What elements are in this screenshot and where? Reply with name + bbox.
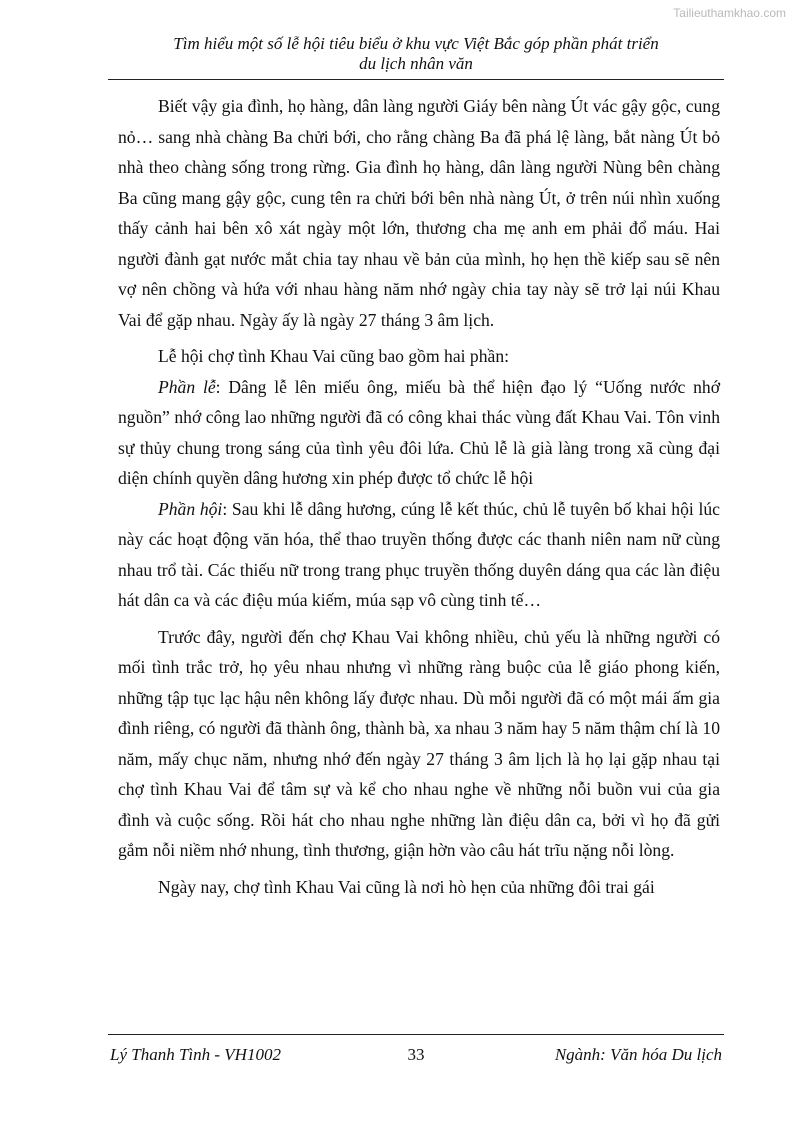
- footer-author: Lý Thanh Tình - VH1002: [110, 1045, 281, 1064]
- paragraph-5: Trước đây, người đến chợ Khau Vai không nhiều, chủ yếu là những người có mối tình trắc trở, họ yêu nhau nhưng vì những ràng buộc của lễ giáo phong kiến, những tập tục lạc hậu nên không lấy được nhau. Dù mỗi người đã có một mái ấm gia đình riêng, có người đã thành ông, thành bà, xa nhau 3 năm hay 5 năm thậm chí là 10 năm, mấy chục năm, nhưng nhớ đến ngày 27 tháng 3 âm lịch là họ lại gặp nhau tại chợ tình Khau Vai để tâm sự và kể cho nhau nghe về những nỗi buồn vui của gia đình và cuộc sống. Rồi hát cho nhau nghe những làn điệu dân ca, bởi vì họ đã gửi gắm nỗi niềm nhớ nhung, tình thương, giận hờn vào câu hát trĩu nặng nỗi lòng.: [118, 626, 720, 860]
- paragraph-4-label: Phần hội: [158, 498, 223, 519]
- paragraph-6: Ngày nay, chợ tình Khau Vai cũng là nơi hò hẹn của những đôi trai gái: [158, 876, 655, 897]
- paragraph-3-label: Phần lễ: [158, 376, 216, 397]
- header-divider: [108, 79, 724, 80]
- footer-major: Ngành: Văn hóa Du lịch: [554, 1045, 722, 1064]
- document-body: [118, 91, 720, 902]
- page-footer: [110, 1045, 722, 1067]
- header-title-line-2: du lịch nhân văn: [359, 54, 473, 73]
- header-title-line-1: Tìm hiểu một số lễ hội tiêu biểu ở khu vực Việt Bắc góp phần phát triển: [173, 34, 659, 53]
- watermark-text: Tailieuthamkhao.com: [673, 6, 786, 20]
- paragraph-4-text: : Sau khi lễ dâng hương, cúng lễ kết thúc, chủ lễ tuyên bố khai hội lúc này các hoạt động văn hóa, thể thao truyền thống được các thanh niên nam nữ cùng nhau trổ tài. Các thiếu nữ trong trang phục truyền thống duyên dáng qua các làn điệu hát dân ca và các điệu múa kiếm, múa sạp vô cùng tinh tế…: [118, 498, 720, 610]
- footer-page-number: 33: [407, 1045, 425, 1064]
- footer-divider: [108, 1034, 724, 1035]
- paragraph-2: Lễ hội chợ tình Khau Vai cũng bao gồm hai phần:: [158, 346, 510, 366]
- paragraph-3: [118, 372, 720, 494]
- paragraph-3-text: : Dâng lễ lên miếu ông, miếu bà thể hiện đạo lý “Uống nước nhớ nguồn” nhớ công lao những người đã có công khai thác vùng đất Khau Vai. Tôn vinh sự thủy chung trong sáng của tình yêu đôi lứa. Chủ lễ là già làng trong xã cùng đại diện chính quyền dâng hương xin phép được tổ chức lễ hội: [118, 376, 721, 488]
- paragraph-1: Biết vậy gia đình, họ hàng, dân làng người Giáy bên nàng Út vác gậy gộc, cung nỏ… sang nhà chàng Ba chửi bới, cho rằng chàng Ba đã phá lệ làng, bắt nàng Út bỏ nhà theo chàng sống trong rừng. Gia đình họ hàng, dân làng người Nùng bên chàng Ba cũng mang gậy gộc, cung tên ra chửi bới bên nhà nàng Út, ở trên núi nhìn xuống thấy cảnh hai bên xô xát ngày một lớn, thương cha mẹ anh em phải đổ máu. Hai người đành gạt nước mắt chia tay nhau về bản của mình, họ hẹn thề kiếp sau sẽ nên vợ nên chồng và hứa với nhau hàng năm nhớ ngày chia tay này sẽ trở lại núi Khau Vai để gặp nhau. Ngày ấy là ngày 27 tháng 3 âm lịch.: [118, 96, 720, 330]
- page-header: [110, 34, 722, 74]
- paragraph-4: [118, 494, 720, 616]
